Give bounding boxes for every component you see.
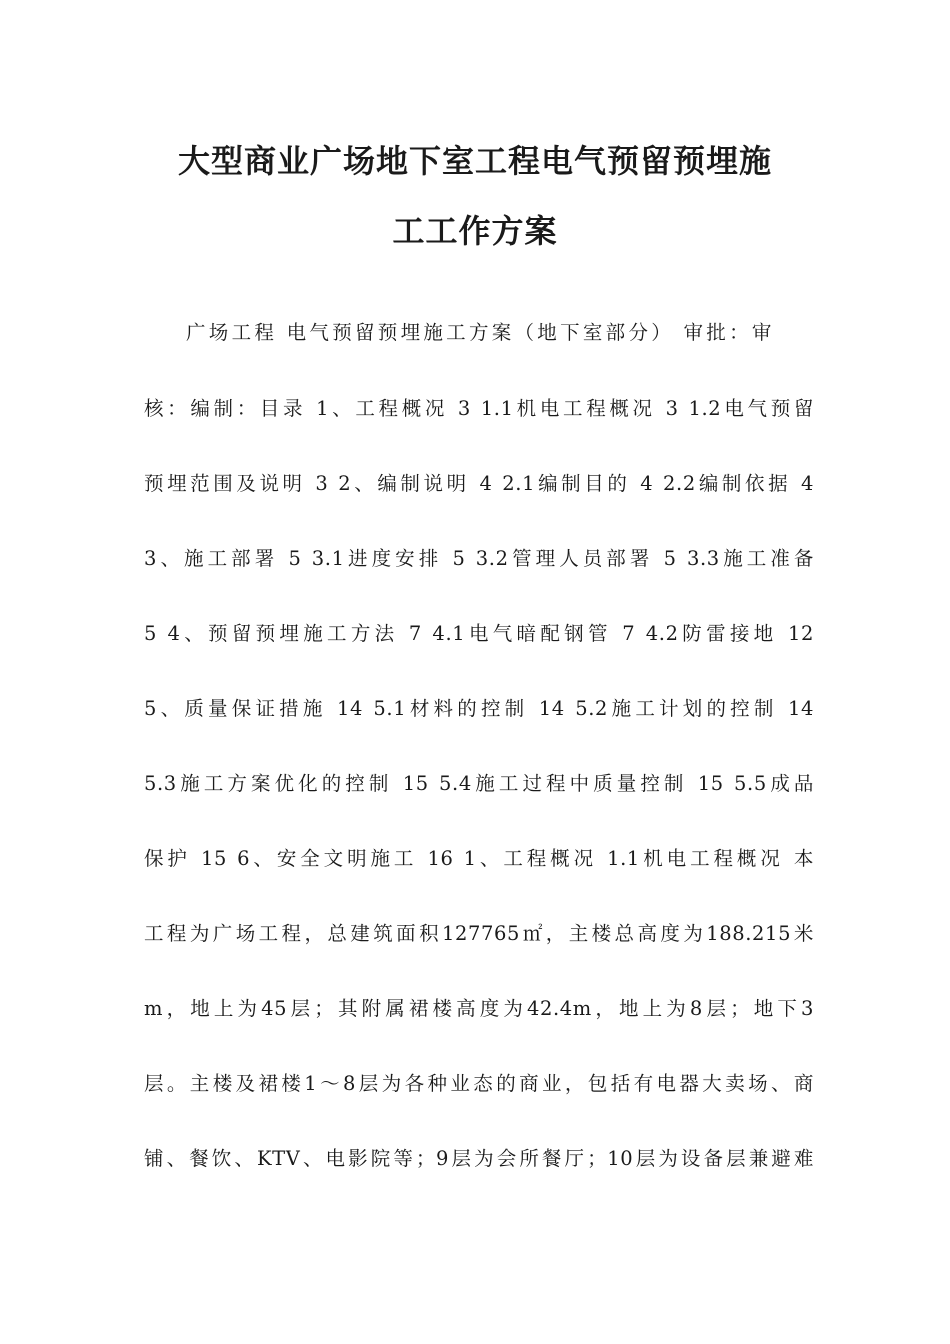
body-line-3: 预埋范围及说明 3 2、编制说明 4 2.1编制目的 4 2.2编制依据 4 [144,472,814,495]
body-line-12: 铺、餐饮、KTV、电影院等；9层为会所餐厅；10层为设备层兼避难 [144,1147,814,1170]
body-line-5: 5 4、预留预埋施工方法 7 4.1电气暗配钢管 7 4.2防雷接地 12 [144,622,814,645]
body-line-8: 保护 15 6、安全文明施工 16 1、工程概况 1.1机电工程概况 本 [144,847,814,870]
body-line-9: 工程为广场工程，总建筑面积127765㎡，主楼总高度为188.215米 [144,922,814,945]
body-line-4: 3、施工部署 5 3.1进度安排 5 3.2管理人员部署 5 3.3施工准备 [144,547,814,570]
document-title-line-2: 工工作方案 [392,212,558,250]
body-line-1: 广场工程 电气预留预埋施工方案（地下室部分） 审批：审 [186,321,772,344]
body-line-11: 层。主楼及裙楼1～8层为各种业态的商业，包括有电器大卖场、商 [144,1072,814,1095]
body-line-6: 5、质量保证措施 14 5.1材料的控制 14 5.2施工计划的控制 14 [144,697,814,720]
body-line-10: m，地上为45层；其附属裙楼高度为42.4m，地上为8层；地下3 [144,997,814,1020]
body-line-7: 5.3施工方案优化的控制 15 5.4施工过程中质量控制 15 5.5成品 [144,772,814,795]
document-title-line-1: 大型商业广场地下室工程电气预留预埋施 [177,142,772,180]
body-line-2: 核：编制：目录 1、工程概况 3 1.1机电工程概况 3 1.2电气预留 [144,397,814,420]
